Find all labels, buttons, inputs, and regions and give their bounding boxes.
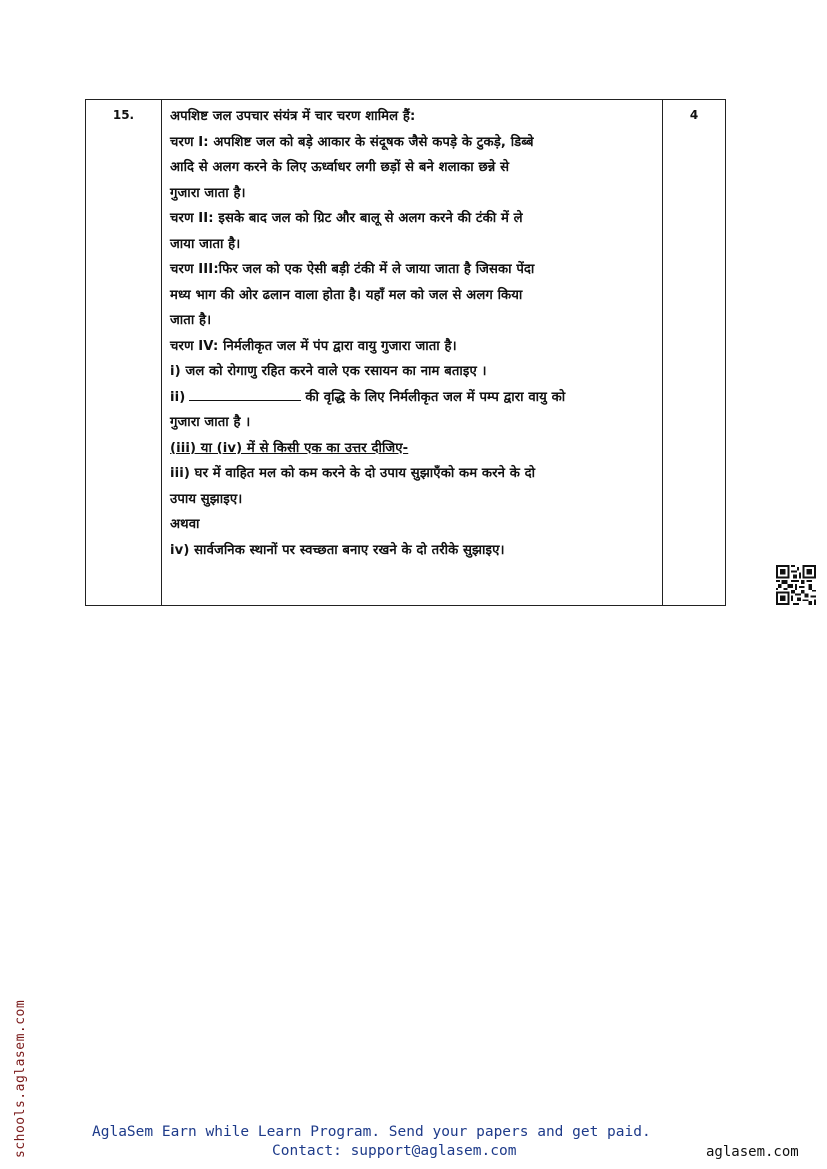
choice-instruction: (iii) या (iv) में से किसी एक का उत्तर दीजिए-: [170, 440, 409, 456]
question-content: [162, 100, 662, 563]
marks-cell: [663, 100, 726, 606]
question-row: [86, 100, 726, 606]
question-number: 15.: [112, 108, 135, 122]
question-table: [85, 99, 726, 606]
question-marks: 4: [689, 108, 699, 122]
fill-in-blank: [189, 387, 301, 401]
question-content-cell: [162, 100, 663, 606]
question-intro: अपशिष्ट जल उपचार संयंत्र में चार चरण शामिल हैं:: [170, 109, 416, 124]
footer-contact-text: Contact: support@aglasem.com: [272, 1143, 517, 1159]
stage-1-line-1: चरण I: अपशिष्ट जल को बड़े आकार के संदूषक जैसे कपड़े के टुकड़े, डिब्बे: [170, 134, 534, 150]
stage-3-line-2: मध्य भाग की ओर ढलान वाला होता है। यहाँ मल को जल से अलग किया: [170, 287, 523, 303]
subquestion-ii-line-2: गुजारा जाता है ।: [170, 415, 251, 430]
footer-promo-text: AglaSem Earn while Learn Program. Send your papers and get paid.: [92, 1124, 651, 1140]
or-separator: अथवा: [170, 517, 200, 532]
subquestion-ii-label: ii): [170, 389, 186, 405]
subquestion-i: i) जल को रोगाणु रहित करने वाले एक रसायन का नाम बताइए ।: [170, 364, 487, 379]
stage-1-line-3: गुजारा जाता है।: [170, 185, 246, 201]
stage-2-line-1: चरण II: इसके बाद जल को ग्रिट और बालू से अलग करने की टंकी में ले: [170, 211, 523, 226]
stage-3-line-3: जाता है।: [170, 313, 212, 328]
qr-code-icon: [776, 565, 816, 605]
side-watermark: schools.aglasem.com: [13, 999, 28, 1158]
stage-3-line-1: चरण III:फिर जल को एक ऐसी बड़ी टंकी में ले जाया जाता है जिसका पेंदा: [170, 262, 535, 277]
question-number-cell: [86, 100, 162, 606]
subquestion-iv: iv) सार्वजनिक स्थानों पर स्वच्छता बनाए रखने के दो तरीके सुझाइए।: [170, 542, 505, 558]
stage-2-line-2: जाया जाता है।: [170, 236, 241, 252]
subquestion-iii-line-2: उपाय सुझाइए।: [170, 491, 243, 507]
subquestion-iii-line-1: iii) घर में वाहित मल को कम करने के दो उपाय सुझाएँको कम करने के दो: [170, 466, 536, 481]
subquestion-ii-text: की वृद्धि के लिए निर्मलीकृत जल में पम्प द्वारा वायु को: [305, 389, 566, 405]
footer-site-text: aglasem.com: [706, 1144, 799, 1160]
subquestion-ii-line-1: [170, 385, 655, 411]
stage-1-line-2: आदि से अलग करने के लिए ऊर्ध्वाधर लगी छड़ों से बने शलाका छन्ने से: [170, 160, 510, 175]
stage-4-line: चरण IV: निर्मलीकृत जल में पंप द्वारा वायु गुजारा जाता है।: [170, 338, 457, 354]
